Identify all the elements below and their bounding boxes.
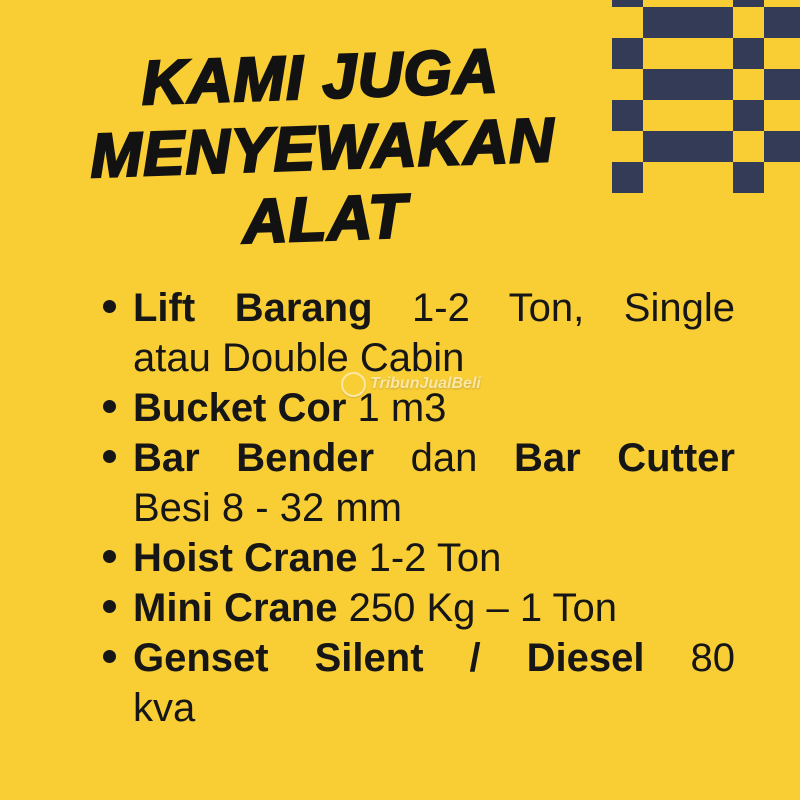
equipment-spec: 80 xyxy=(644,636,735,680)
checker-cell xyxy=(643,7,733,38)
equipment-name: Genset Silent / Diesel xyxy=(133,636,645,680)
equipment-list xyxy=(103,283,735,733)
list-item-line xyxy=(133,333,735,383)
list-item xyxy=(103,383,735,433)
bullet-icon xyxy=(103,400,116,413)
list-item xyxy=(103,533,735,583)
equipment-spec: dan xyxy=(374,436,514,480)
list-item-line xyxy=(133,383,735,433)
equipment-name: Hoist Crane xyxy=(133,536,358,580)
list-item-text xyxy=(133,583,735,633)
checker-cell xyxy=(643,131,733,162)
list-item-text xyxy=(133,283,735,383)
checker-cell xyxy=(733,0,764,7)
equipment-name: Lift Barang xyxy=(133,286,373,330)
poster-title xyxy=(0,31,649,266)
equipment-spec: 1-2 Ton, Single xyxy=(372,286,735,330)
watermark-text: TribunJualBeli xyxy=(370,375,481,392)
list-item xyxy=(103,633,735,733)
list-item xyxy=(103,433,735,533)
list-item-line xyxy=(133,683,735,733)
title-line-3: ALAT xyxy=(241,182,409,257)
list-item-line xyxy=(133,583,735,633)
checker-cell xyxy=(764,7,800,38)
list-item xyxy=(103,583,735,633)
list-item-text xyxy=(133,533,735,583)
checker-cell xyxy=(733,38,764,69)
title-line-1: KAMI JUGA xyxy=(140,36,500,119)
list-item-line xyxy=(133,433,735,483)
list-item-text xyxy=(133,433,735,533)
equipment-spec: 1-2 Ton xyxy=(357,536,502,580)
list-item-line xyxy=(133,483,735,533)
bullet-icon xyxy=(103,650,116,663)
list-item-line xyxy=(133,633,735,683)
checker-cell xyxy=(764,69,800,100)
equipment-spec: kva xyxy=(133,686,196,730)
equipment-spec: 250 Kg – 1 Ton xyxy=(337,586,617,630)
list-item-line xyxy=(133,283,735,333)
equipment-spec: atau Double Cabin xyxy=(133,336,465,380)
list-item-line xyxy=(133,533,735,583)
checker-cell xyxy=(643,69,733,100)
list-item-text xyxy=(133,633,735,733)
equipment-name: Bar Cutter xyxy=(513,436,735,480)
equipment-name: Bucket Cor xyxy=(133,386,347,430)
equipment-spec: Besi 8 - 32 mm xyxy=(133,486,402,530)
equipment-name: Bar Bender xyxy=(133,436,375,480)
list-item-text xyxy=(133,383,735,433)
checker-cell xyxy=(612,0,643,7)
checker-cell xyxy=(733,100,764,131)
bullet-icon xyxy=(103,600,116,613)
bullet-icon xyxy=(103,550,116,563)
title-line-2: MENYEWAKAN xyxy=(89,105,556,192)
checker-cell xyxy=(764,131,800,162)
bullet-icon xyxy=(103,450,116,463)
list-item xyxy=(103,283,735,383)
checker-cell xyxy=(733,162,764,193)
equipment-spec: 1 m3 xyxy=(346,386,447,430)
bullet-icon xyxy=(103,300,116,313)
equipment-name: Mini Crane xyxy=(133,586,338,630)
